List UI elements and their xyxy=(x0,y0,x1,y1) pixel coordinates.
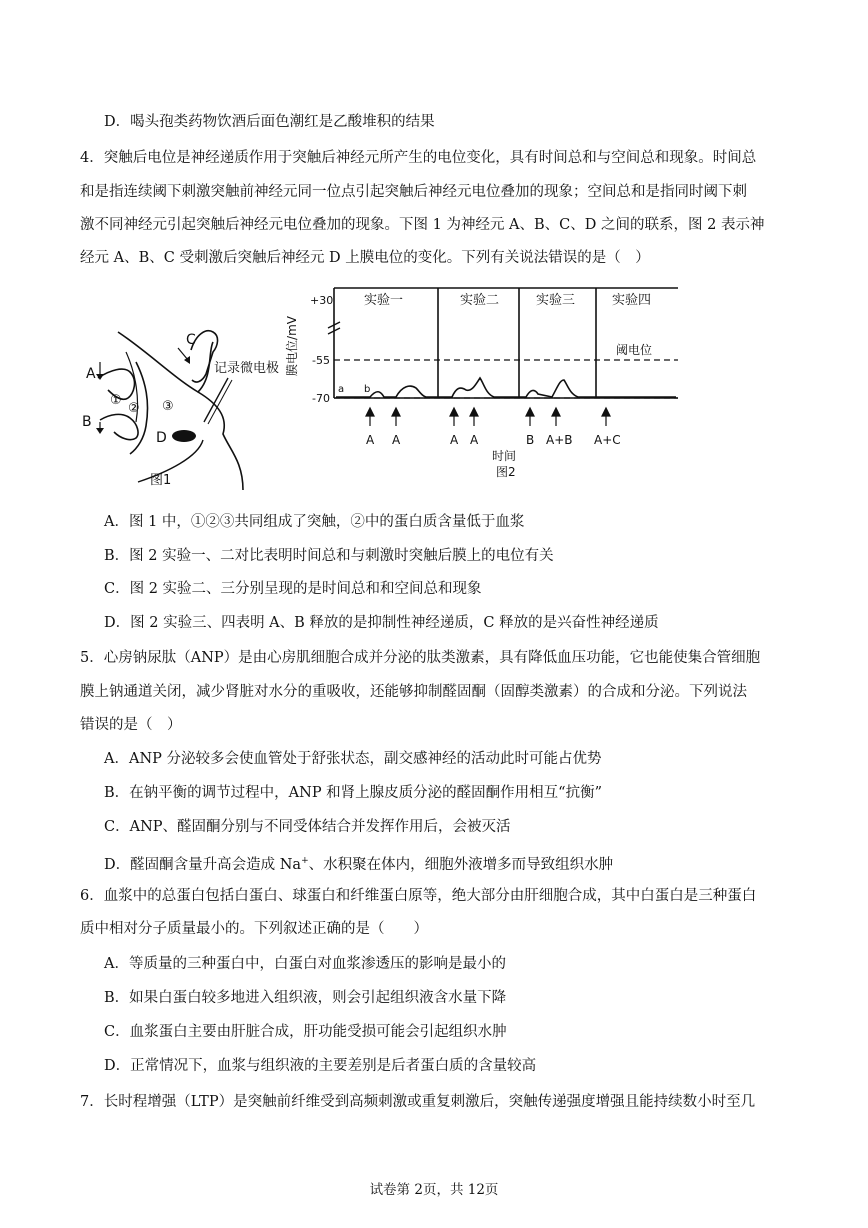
q6-stem-line2: 质中相对分子质量最小的。下列叙述正确的是（ ） xyxy=(80,921,428,937)
fig2-stim-7: A+C xyxy=(594,433,621,447)
figure-1-synapse-diagram xyxy=(78,322,280,498)
fig2-exp4-label: 实验四 xyxy=(612,293,652,308)
fig2-tick-p30: +30 xyxy=(310,294,334,307)
q4-option-b: B．图 2 实验一、二对比表明时间总和与刺激时突触后膜上的电位有关 xyxy=(104,548,554,564)
q6-option-b: B．如果白蛋白较多地进入组织液，则会引起组织液含水量下降 xyxy=(104,990,507,1006)
q5-option-c: C．ANP、醛固酮分别与不同受体结合并发挥作用后，会被灭活 xyxy=(104,819,511,835)
q5-option-d xyxy=(104,851,613,875)
fig1-label-1: ① xyxy=(110,393,122,408)
fig2-caption: 图2 xyxy=(496,465,516,479)
fig2-stim-2: A xyxy=(392,433,401,447)
fig1-label-d: D xyxy=(156,430,167,446)
q6-option-c: C．血浆蛋白主要由肝脏合成，肝功能受损可能会引起组织水肿 xyxy=(104,1024,507,1040)
fig1-label-c: C xyxy=(186,332,196,348)
q5-stem-line3: 错误的是（ ） xyxy=(80,717,182,733)
q5-stem-line1: 5．心房钠尿肽（ANP）是由心房肌细胞合成并分泌的肽类激素，具有降低血压功能，它也能使集合管细胞 xyxy=(80,650,761,666)
q5-option-d-text-rest: 、水积聚在体内，细胞外液增多而导致组织水肿 xyxy=(308,856,614,873)
q5-option-a: A．ANP 分泌较多会使血管处于舒张状态，副交感神经的活动此时可能占优势 xyxy=(104,751,602,767)
q4-stem-line2: 和是指连续阈下刺激突触前神经元同一位点引起突触后神经元电位叠加的现象；空间总和是指同时阈下刺 xyxy=(80,184,747,200)
fig1-label-2: ② xyxy=(128,401,140,416)
fig2-stim-1: A xyxy=(366,433,375,447)
q5-option-d-text: D．醛固酮含量升高会造成 Na xyxy=(104,856,302,873)
q5-option-b: B．在钠平衡的调节过程中，ANP 和肾上腺皮质分泌的醛固酮作用相互“抗衡” xyxy=(104,785,603,801)
fig2-exp1-label: 实验一 xyxy=(364,293,404,308)
q4-stem-line3: 激不同神经元引起突触后神经元电位叠加的现象。下图 1 为神经元 A、B、C、D 之间的联系，图 2 表示神 xyxy=(80,217,765,233)
q5-stem-line2: 膜上钠通道关闭，减少肾脏对水分的重吸收，还能够抑制醛固酮（固醇类激素）的合成和分泌。下列说法 xyxy=(80,684,747,700)
q6-option-d: D．正常情况下，血浆与组织液的主要差别是后者蛋白质的含量较高 xyxy=(104,1058,537,1074)
fig2-stim-3: A xyxy=(450,433,459,447)
figure-2-membrane-potential-chart xyxy=(286,286,682,490)
q4-option-c: C．图 2 实验二、三分别呈现的是时间总和和空间总和现象 xyxy=(104,581,482,597)
q4-option-a: A．图 1 中，①②③共同组成了突触，②中的蛋白质含量低于血浆 xyxy=(104,514,525,530)
fig2-tick-m70: -70 xyxy=(312,392,330,405)
fig1-label-a: A xyxy=(86,366,96,382)
fig2-stim-6: A+B xyxy=(546,433,573,447)
q5-option-d-superscript: + xyxy=(301,856,309,866)
q3-option-d: D．喝头孢类药物饮酒后面色潮红是乙酸堆积的结果 xyxy=(104,114,435,130)
fig1-electrode-label: 记录微电极 xyxy=(214,361,280,376)
fig2-exp3-label: 实验三 xyxy=(536,293,576,308)
fig1-caption: 图1 xyxy=(150,473,172,488)
page-footer: 试卷第 2页，共 12页 xyxy=(369,1182,499,1198)
fig2-stim-4: A xyxy=(470,433,479,447)
q4-stem-line4: 经元 A、B、C 受刺激后突触后神经元 D 上膜电位的变化。下列有关说法错误的是（ ） xyxy=(80,250,650,266)
fig1-label-b: B xyxy=(82,414,92,430)
fig1-label-3: ③ xyxy=(162,399,174,414)
q6-stem-line1: 6．血浆中的总蛋白包括白蛋白、球蛋白和纤维蛋白原等，绝大部分由肝细胞合成，其中白蛋白是三种蛋白 xyxy=(80,888,757,904)
fig2-exp2-label: 实验二 xyxy=(460,293,500,308)
q6-option-a: A．等质量的三种蛋白中，白蛋白对血浆渗透压的影响是最小的 xyxy=(104,956,506,972)
fig2-xlabel: 时间 xyxy=(492,449,517,463)
fig2-tick-m55: -55 xyxy=(312,354,330,367)
q7-stem-line1: 7．长时程增强（LTP）是突触前纤维受到高频刺激或重复刺激后，突触传递强度增强且能持续数小时至几 xyxy=(80,1094,756,1110)
fig2-b-label: b xyxy=(364,384,371,395)
fig2-ylabel: 膜电位/mV xyxy=(285,316,299,376)
q4-option-d: D．图 2 实验三、四表明 A、B 释放的是抑制性神经递质，C 释放的是兴奋性神经递质 xyxy=(104,615,659,631)
q4-stem-line1: 4．突触后电位是神经递质作用于突触后神经元所产生的电位变化，具有时间总和与空间总和现象。时间总 xyxy=(80,150,757,166)
fig2-a-label: a xyxy=(338,384,345,395)
fig2-stim-5: B xyxy=(526,433,535,447)
fig2-threshold-label: 阈电位 xyxy=(616,343,653,357)
